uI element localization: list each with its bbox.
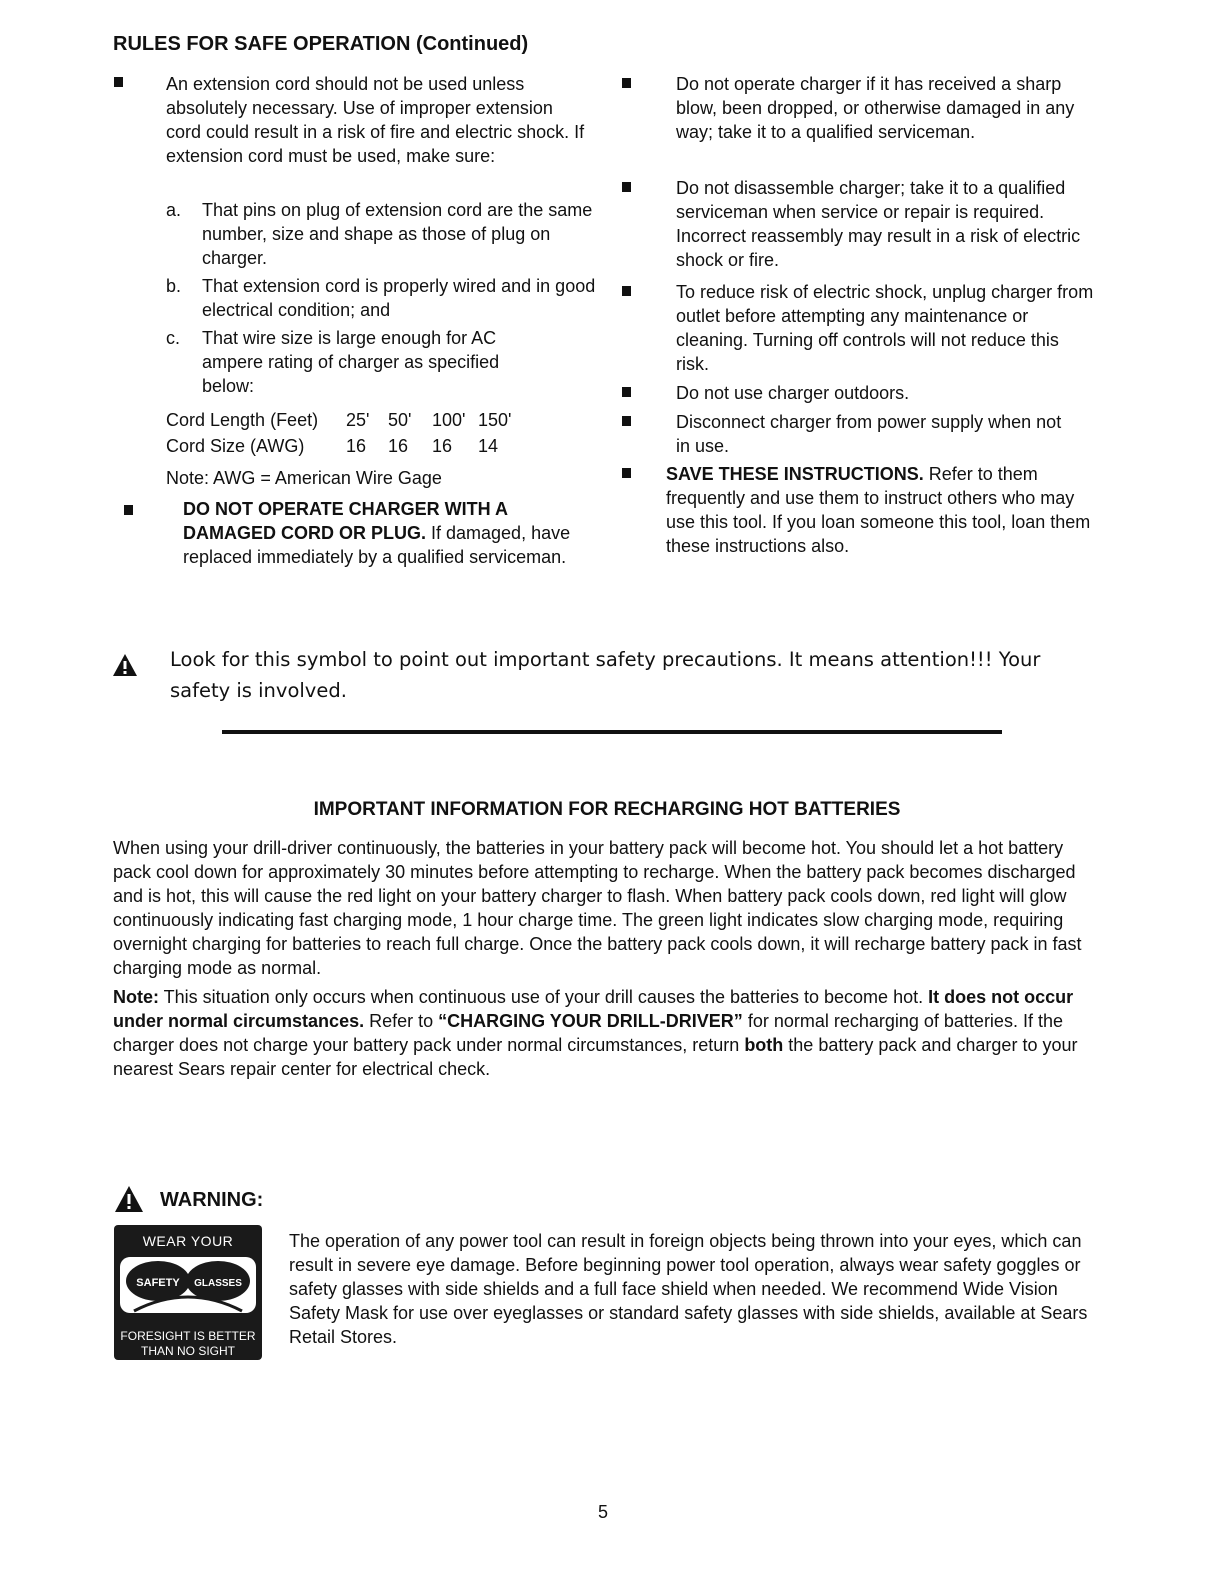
- badge-bottom-text-1: FORESIGHT IS BETTER: [120, 1329, 256, 1343]
- warning-triangle-icon: [112, 653, 138, 677]
- badge-bottom-text-2: THAN NO SIGHT: [140, 1344, 235, 1358]
- cord-size-cell: 14: [478, 436, 499, 456]
- save-instructions-item: [666, 462, 1091, 558]
- safety-glasses-icon: [114, 1253, 262, 1323]
- save-instructions-bold: SAVE THESE INSTRUCTIONS.: [666, 464, 924, 484]
- warning-triangle-icon: [114, 1185, 144, 1213]
- cord-size-cell: 16: [432, 436, 453, 456]
- right-item: Disconnect charger from power supply when not in use.: [676, 412, 1062, 456]
- square-bullet-icon: [622, 468, 631, 478]
- sub-item: [166, 198, 596, 270]
- square-bullet-icon: [114, 77, 123, 87]
- cord-length-cell: 50': [388, 410, 412, 430]
- attention-notice: Look for this symbol to point out important safety precautions. It means attention!!! Your safety is involved.: [170, 648, 1041, 702]
- right-item: Do not operate charger if it has received a sharp blow, been dropped, or otherwise damaged in any way; take it to a qualified serviceman.: [676, 74, 1075, 142]
- warning-title: WARNING:: [160, 1189, 264, 1211]
- sub-item-text: That pins on plug of extension cord are the same number, size and shape as those of plug on charger.: [202, 200, 593, 268]
- cord-length-cell: 150': [478, 410, 512, 430]
- badge-left-text: SAFETY: [136, 1277, 180, 1289]
- note-text: the battery pack and charger to your nearest Sears repair center for electrical check.: [113, 1035, 1078, 1079]
- section-title: RULES FOR SAFE OPERATION (Continued): [113, 33, 529, 55]
- square-bullet-icon: [622, 78, 631, 88]
- damaged-cord-rest: If damaged, have replaced immediately by a qualified serviceman.: [183, 523, 571, 567]
- right-item: To reduce risk of electric shock, unplug charger from outlet before attempting any maintenance or cleaning. Turning off controls will not reduce this risk.: [676, 282, 1094, 374]
- cord-table: [166, 408, 518, 460]
- note-bold: both: [744, 1035, 784, 1055]
- note-bold: “CHARGING YOUR DRILL-DRIVER”: [438, 1011, 743, 1031]
- note-text: Refer to: [364, 1011, 439, 1031]
- warning-text: The operation of any power tool can result in foreign objects being thrown into your eyes, which can result in severe eye damage. Before beginning power tool operation, always wear safety goggles or safety glasses with side shields and a full face shield when needed. We recommend Wide Vision Safety Mask for use over eyeglasses or standard safety glasses with side shields, available at Sears Retail Stores.: [289, 1231, 1088, 1347]
- cord-length-cell: 25': [346, 410, 370, 430]
- cord-size-cell: 16: [346, 436, 367, 456]
- important-info-note: [113, 985, 1105, 1081]
- cord-length-row: [166, 408, 518, 434]
- safety-glasses-badge: [114, 1225, 262, 1360]
- damaged-cord-warning: [183, 497, 578, 569]
- important-info-title: IMPORTANT INFORMATION FOR RECHARGING HOT BATTERIES: [313, 799, 901, 820]
- sub-item: [166, 274, 596, 322]
- note-text: This situation only occurs when continuous use of your drill causes the batteries to become hot.: [159, 987, 929, 1007]
- awg-note: Note: AWG = American Wire Gage: [166, 468, 442, 488]
- cord-length-label: Cord Length (Feet): [166, 410, 319, 430]
- cord-size-cell: 16: [388, 436, 409, 456]
- sub-item-label: b.: [166, 276, 182, 296]
- sub-item-text: That wire size is large enough for AC ampere rating of charger as specified below:: [202, 328, 500, 396]
- cord-size-row: [166, 434, 518, 460]
- sub-item-label: a.: [166, 200, 182, 220]
- save-instructions-text: Refer to them frequently and use them to instruct others who may use this tool. If you loan someone this tool, loan them these instructions also.: [666, 464, 1091, 556]
- badge-top-text: WEAR YOUR: [142, 1233, 234, 1249]
- square-bullet-icon: [124, 505, 133, 515]
- section-divider: [222, 730, 1002, 734]
- note-bold: It does not occur under normal circumstances.: [113, 987, 1074, 1031]
- extension-cord-text: An extension cord should not be used unless absolutely necessary. Use of improper extension cord could result in a risk of fire and electric shock. If extension cord must be used, make sure:: [166, 74, 585, 166]
- sub-item-label: c.: [166, 328, 181, 348]
- square-bullet-icon: [622, 182, 631, 192]
- important-info-paragraph: When using your drill-driver continuously, the batteries in your battery pack will become hot. You should let a hot battery pack cool down for approximately 30 minutes before attempting to recharge. When the battery pack becomes discharged and is hot, this will cause the red light on your battery charger to flash. When battery pack cools down, red light will glow continuously indicating fast charging mode, 1 hour charge time. The green light indicates slow charging mode, requiring overnight charging for batteries to reach full charge. Once the battery pack cools down, it will recharge battery pack in fast charging mode as normal.: [113, 838, 1082, 978]
- page-number: 5: [598, 1502, 609, 1522]
- square-bullet-icon: [622, 286, 631, 296]
- right-item: Do not use charger outdoors.: [676, 383, 910, 403]
- sub-item-text: That extension cord is properly wired and in good electrical condition; and: [202, 276, 596, 320]
- right-item: Do not disassemble charger; take it to a qualified serviceman when service or repair is required. Incorrect reassembly may result in a risk of electric shock or fire.: [676, 178, 1081, 270]
- sub-item: [166, 326, 596, 398]
- note-bold: Note:: [113, 987, 159, 1007]
- square-bullet-icon: [622, 416, 631, 426]
- cord-size-label: Cord Size (AWG): [166, 436, 305, 456]
- sub-item-list: [166, 198, 596, 398]
- badge-right-text: GLASSES: [194, 1278, 242, 1289]
- cord-length-cell: 100': [432, 410, 466, 430]
- square-bullet-icon: [622, 387, 631, 397]
- note-text: for normal recharging of batteries. If the charger does not charge your battery pack under normal circumstances, return: [113, 1011, 1063, 1055]
- damaged-cord-bold: DO NOT OPERATE CHARGER WITH A DAMAGED CORD OR PLUG.: [183, 499, 508, 543]
